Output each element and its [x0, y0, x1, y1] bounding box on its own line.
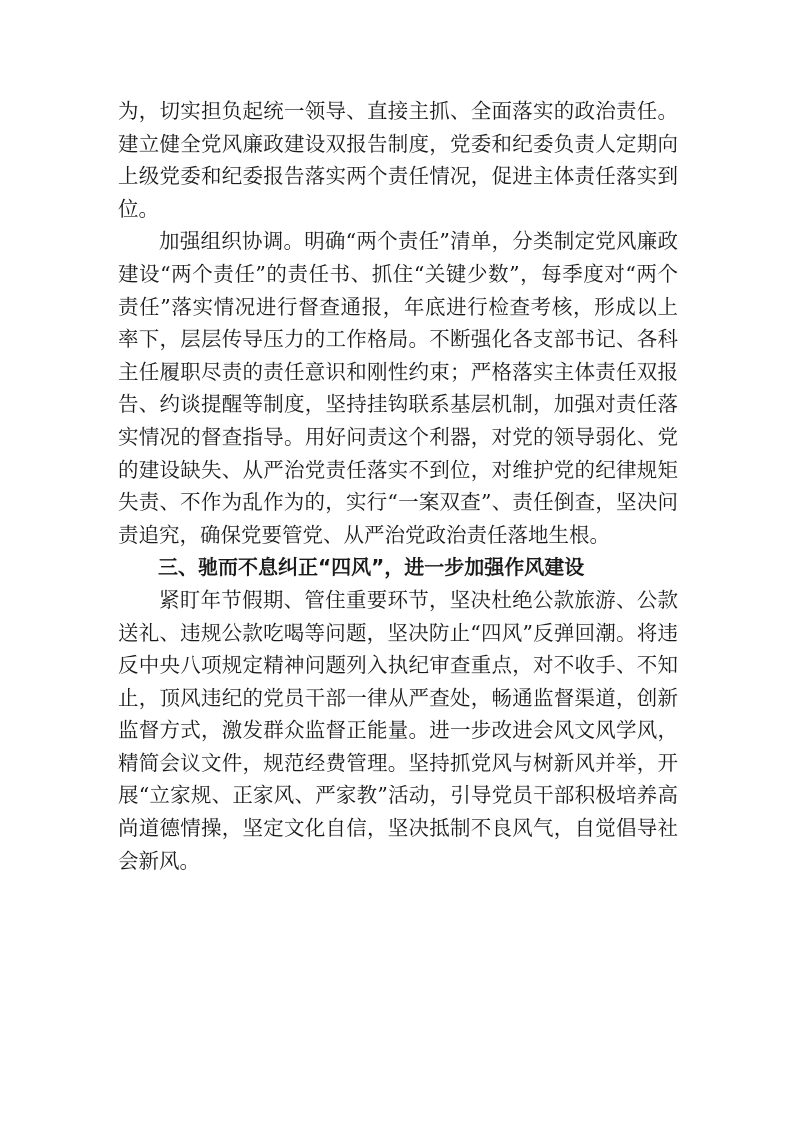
paragraph-continuation: 为，切实担负起统一领导、直接主抓、全面落实的政治责任。建立健全党风廉政建设双报告制度，党委和纪委负责人定期向上级党委和纪委报告落实两个责任情况，促进主体责任落实到位。	[118, 99, 678, 221]
paragraph-organization-coordination: 加强组织协调。明确“两个责任”清单，分类制定党风廉政建设“两个责任”的责任书、抓住“关键少数”，每季度对“两个责任”落实情况进行督查通报，年底进行检查考核，形成以上率下，层层传导压力的工作格局。不断强化各支部书记、各科主任履职尽责的责任意识和刚性约束；严格落实主体责任双报告、约谈提醒等制度，坚持挂钩联系基层机制，加强对责任落实情况的督查指导。用好问责这个利器，对党的领导弱化、党的建设缺失、从严治党责任落实不到位，对维护党的纪律规矩失责、不作为乱作为的，实行“一案双查”、责任倒查，坚决问责追究，确保党要管党、从严治党政治责任落地生根。	[118, 229, 678, 547]
section-heading-3: 三、驰而不息纠正“四风”，进一步加强作风建设	[158, 555, 585, 580]
document-page	[118, 95, 678, 877]
paragraph-work-style: 紧盯年节假期、管住重要环节，坚决杜绝公款旅游、公款送礼、违规公款吃喝等问题，坚决防止“四风”反弹回潮。将违反中央八项规定精神问题列入执纪审查重点，对不收手、不知止，顶风违纪的党员干部一律从严查处，畅通监督渠道，创新监督方式，激发群众监督正能量。进一步改进会风文风学风，精简会议文件，规范经费管理。坚持抓党风与树新风并举，开展“立家规、正家风、严家教”活动，引导党员干部积极培养高尚道德情操，坚定文化自信，坚决抵制不良风气，自觉倡导社会新风。	[118, 587, 678, 873]
